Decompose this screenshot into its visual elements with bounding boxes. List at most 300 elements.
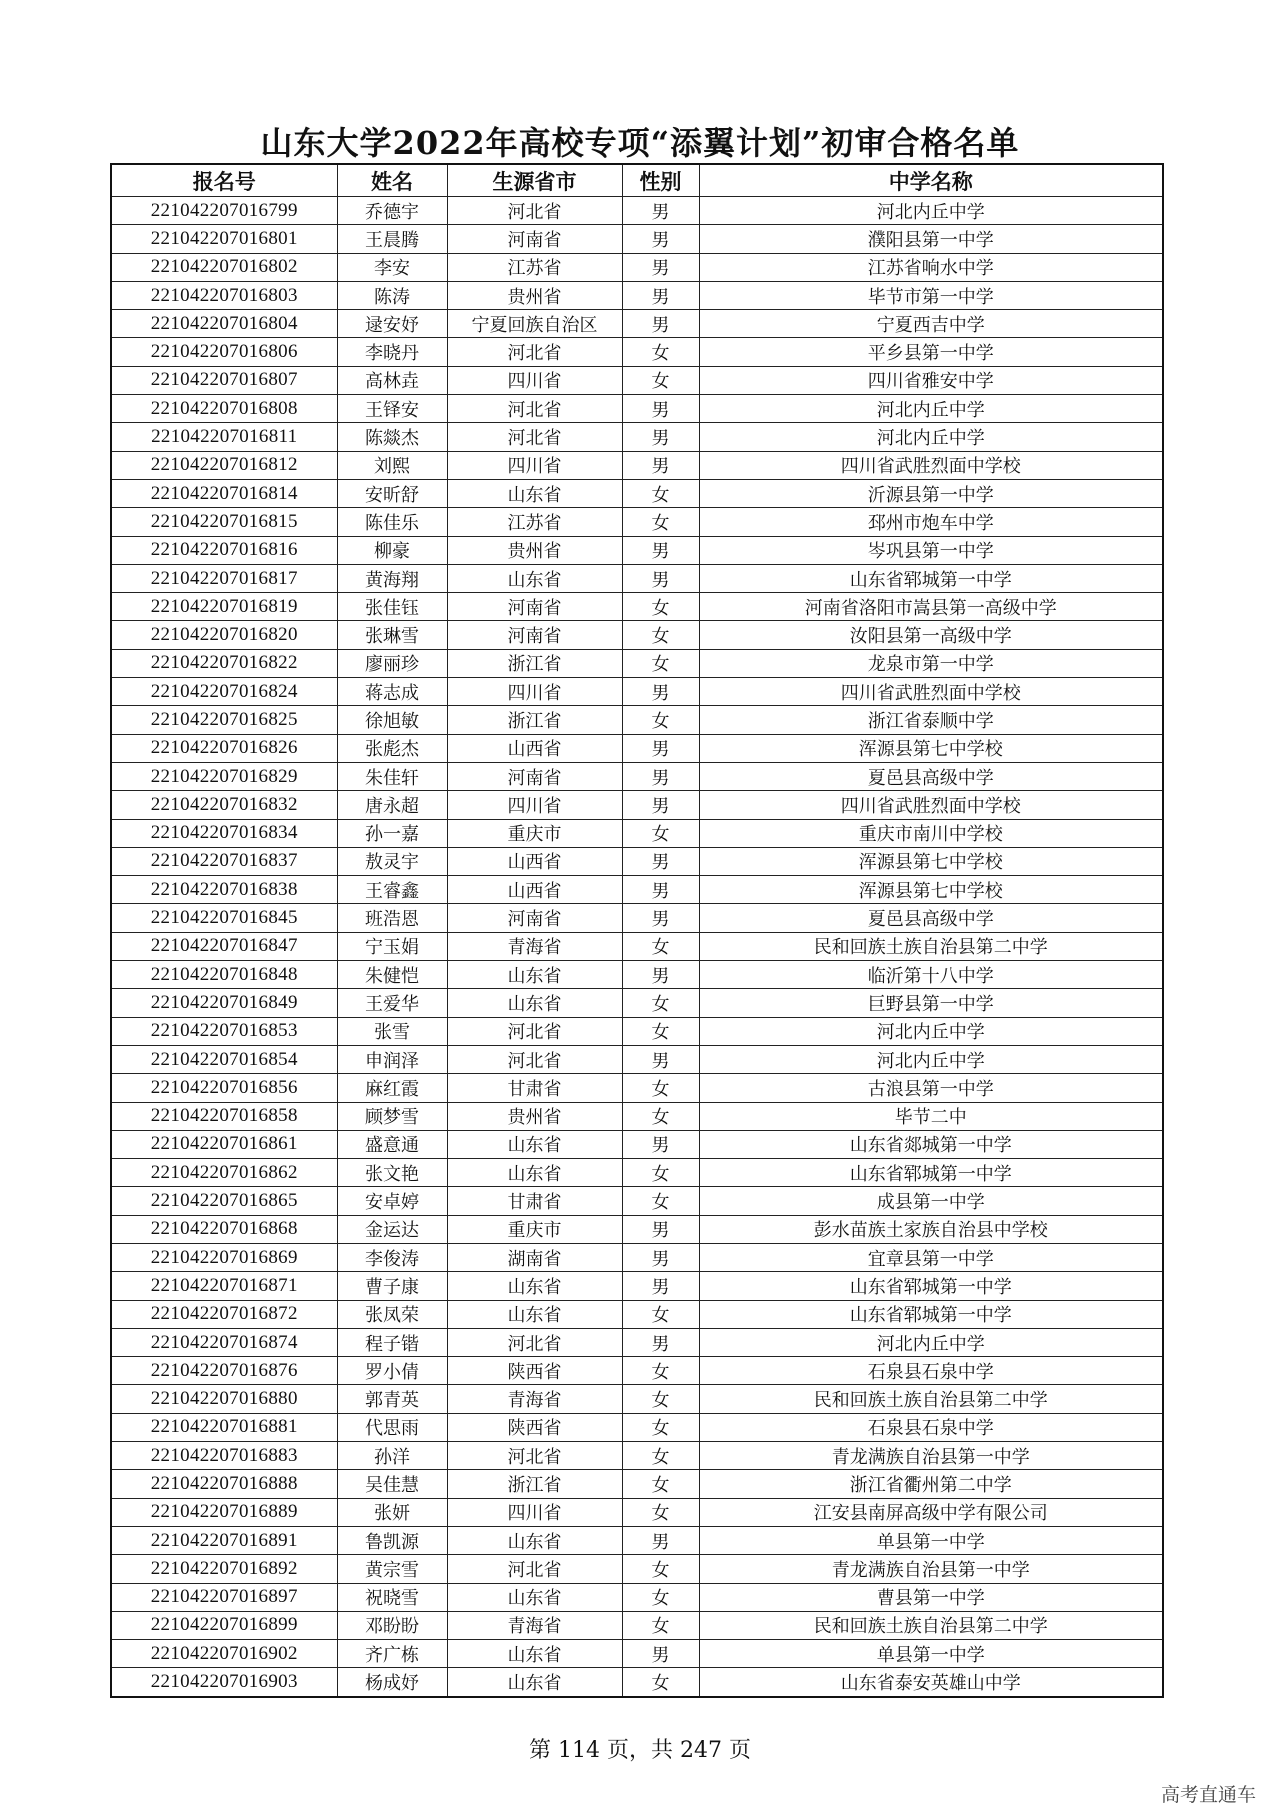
cell-name: 班浩恩 — [337, 904, 447, 932]
cell-school: 沂源县第一中学 — [699, 479, 1163, 507]
cell-registration-number: 221042207016815 — [111, 508, 337, 536]
cell-province: 河北省 — [447, 1017, 622, 1045]
page-title: 山东大学2022年高校专项“添翼计划”初审合格名单 — [260, 124, 1020, 162]
cell-name: 李晓丹 — [337, 338, 447, 366]
cell-name: 刘熙 — [337, 451, 447, 479]
cell-name: 徐旭敏 — [337, 706, 447, 734]
cell-gender: 男 — [622, 451, 699, 479]
table-row — [111, 1555, 1163, 1583]
cell-gender: 男 — [622, 225, 699, 253]
table-row — [111, 621, 1163, 649]
cell-name: 黄海翔 — [337, 564, 447, 592]
cell-registration-number: 221042207016822 — [111, 649, 337, 677]
cell-name: 张佳钰 — [337, 593, 447, 621]
header-row — [111, 164, 1163, 197]
cell-registration-number: 221042207016812 — [111, 451, 337, 479]
cell-school: 宜章县第一中学 — [699, 1243, 1163, 1271]
table-row — [111, 281, 1163, 309]
cell-province: 重庆市 — [447, 819, 622, 847]
cell-registration-number: 221042207016806 — [111, 338, 337, 366]
table-row — [111, 253, 1163, 281]
cell-registration-number: 221042207016880 — [111, 1385, 337, 1413]
table-row — [111, 847, 1163, 875]
table-row — [111, 932, 1163, 960]
cell-registration-number: 221042207016899 — [111, 1611, 337, 1639]
cell-province: 贵州省 — [447, 281, 622, 309]
table-row — [111, 1130, 1163, 1158]
table-row — [111, 1357, 1163, 1385]
cell-name: 程子锴 — [337, 1328, 447, 1356]
cell-registration-number: 221042207016891 — [111, 1526, 337, 1554]
cell-name: 王铎安 — [337, 395, 447, 423]
cell-name: 安卓婷 — [337, 1187, 447, 1215]
cell-registration-number: 221042207016803 — [111, 281, 337, 309]
cell-province: 山东省 — [447, 1668, 622, 1697]
cell-school: 毕节二中 — [699, 1102, 1163, 1130]
cell-province: 河北省 — [447, 1045, 622, 1073]
cell-province: 河南省 — [447, 904, 622, 932]
cell-province: 河北省 — [447, 338, 622, 366]
cell-province: 山东省 — [447, 1640, 622, 1668]
cell-registration-number: 221042207016869 — [111, 1243, 337, 1271]
cell-province: 重庆市 — [447, 1215, 622, 1243]
cell-province: 山西省 — [447, 847, 622, 875]
cell-gender: 男 — [622, 423, 699, 451]
cell-name: 盛意通 — [337, 1130, 447, 1158]
cell-name: 邓盼盼 — [337, 1611, 447, 1639]
table-row — [111, 197, 1163, 225]
cell-registration-number: 221042207016868 — [111, 1215, 337, 1243]
cell-name: 李安 — [337, 253, 447, 281]
cell-province: 江苏省 — [447, 508, 622, 536]
cell-gender: 男 — [622, 281, 699, 309]
cell-registration-number: 221042207016807 — [111, 366, 337, 394]
table-row — [111, 1102, 1163, 1130]
cell-registration-number: 221042207016862 — [111, 1159, 337, 1187]
table-row — [111, 310, 1163, 338]
cell-name: 祝晓雪 — [337, 1583, 447, 1611]
cell-registration-number: 221042207016861 — [111, 1130, 337, 1158]
cell-gender: 女 — [622, 479, 699, 507]
table-row — [111, 1583, 1163, 1611]
cell-province: 贵州省 — [447, 1102, 622, 1130]
cell-gender: 男 — [622, 1130, 699, 1158]
table-row — [111, 1243, 1163, 1271]
cell-province: 四川省 — [447, 678, 622, 706]
cell-province: 山西省 — [447, 876, 622, 904]
cell-gender: 男 — [622, 678, 699, 706]
cell-school: 民和回族土族自治县第二中学 — [699, 1385, 1163, 1413]
cell-gender: 男 — [622, 536, 699, 564]
cell-school: 河南省洛阳市嵩县第一高级中学 — [699, 593, 1163, 621]
cell-name: 宁玉娟 — [337, 932, 447, 960]
cell-registration-number: 221042207016858 — [111, 1102, 337, 1130]
cell-registration-number: 221042207016811 — [111, 423, 337, 451]
cell-school: 曹县第一中学 — [699, 1583, 1163, 1611]
cell-school: 河北内丘中学 — [699, 1017, 1163, 1045]
cell-gender: 男 — [622, 1272, 699, 1300]
cell-name: 杨成妤 — [337, 1668, 447, 1697]
cell-gender: 男 — [622, 791, 699, 819]
cell-gender: 男 — [622, 1215, 699, 1243]
table-row — [111, 762, 1163, 790]
header-name: 姓名 — [337, 164, 447, 197]
cell-registration-number: 221042207016829 — [111, 762, 337, 790]
cell-province: 河北省 — [447, 197, 622, 225]
cell-registration-number: 221042207016801 — [111, 225, 337, 253]
cell-registration-number: 221042207016820 — [111, 621, 337, 649]
cell-gender: 女 — [622, 338, 699, 366]
table-row — [111, 338, 1163, 366]
cell-registration-number: 221042207016874 — [111, 1328, 337, 1356]
cell-gender: 女 — [622, 989, 699, 1017]
cell-name: 鲁凯源 — [337, 1526, 447, 1554]
header-registration-number: 报名号 — [111, 164, 337, 197]
cell-name: 申润泽 — [337, 1045, 447, 1073]
cell-name: 陈涛 — [337, 281, 447, 309]
cell-registration-number: 221042207016883 — [111, 1442, 337, 1470]
cell-name: 蒋志成 — [337, 678, 447, 706]
cell-school: 汝阳县第一高级中学 — [699, 621, 1163, 649]
cell-province: 河南省 — [447, 593, 622, 621]
table-row — [111, 678, 1163, 706]
cell-name: 王爱华 — [337, 989, 447, 1017]
cell-school: 单县第一中学 — [699, 1640, 1163, 1668]
cell-school: 石泉县石泉中学 — [699, 1413, 1163, 1441]
cell-school: 四川省武胜烈面中学校 — [699, 791, 1163, 819]
cell-school: 平乡县第一中学 — [699, 338, 1163, 366]
cell-gender: 男 — [622, 1328, 699, 1356]
cell-gender: 男 — [622, 564, 699, 592]
cell-school: 江苏省响水中学 — [699, 253, 1163, 281]
table-row — [111, 1470, 1163, 1498]
cell-name: 孙一嘉 — [337, 819, 447, 847]
cell-name: 张文艳 — [337, 1159, 447, 1187]
cell-name: 孙洋 — [337, 1442, 447, 1470]
cell-province: 山东省 — [447, 1526, 622, 1554]
cell-registration-number: 221042207016856 — [111, 1074, 337, 1102]
cell-registration-number: 221042207016902 — [111, 1640, 337, 1668]
cell-school: 浙江省衢州第二中学 — [699, 1470, 1163, 1498]
cell-registration-number: 221042207016872 — [111, 1300, 337, 1328]
table-row — [111, 961, 1163, 989]
cell-registration-number: 221042207016802 — [111, 253, 337, 281]
cell-school: 山东省郓城第一中学 — [699, 1272, 1163, 1300]
table-row — [111, 1640, 1163, 1668]
cell-registration-number: 221042207016825 — [111, 706, 337, 734]
cell-province: 河北省 — [447, 1442, 622, 1470]
cell-province: 青海省 — [447, 1385, 622, 1413]
cell-gender: 男 — [622, 847, 699, 875]
cell-school: 四川省武胜烈面中学校 — [699, 678, 1163, 706]
cell-school: 江安县南屏高级中学有限公司 — [699, 1498, 1163, 1526]
cell-registration-number: 221042207016847 — [111, 932, 337, 960]
cell-province: 河南省 — [447, 621, 622, 649]
cell-gender: 男 — [622, 1526, 699, 1554]
cell-province: 甘肃省 — [447, 1187, 622, 1215]
table-row — [111, 1611, 1163, 1639]
cell-school: 濮阳县第一中学 — [699, 225, 1163, 253]
cell-school: 山东省郓城第一中学 — [699, 1300, 1163, 1328]
cell-school: 成县第一中学 — [699, 1187, 1163, 1215]
cell-registration-number: 221042207016804 — [111, 310, 337, 338]
table-row — [111, 451, 1163, 479]
cell-school: 浙江省泰顺中学 — [699, 706, 1163, 734]
cell-province: 山西省 — [447, 734, 622, 762]
page-number: 第 114 页，共 247 页 — [529, 1738, 751, 1763]
cell-gender: 女 — [622, 932, 699, 960]
cell-name: 郭青英 — [337, 1385, 447, 1413]
cell-school: 龙泉市第一中学 — [699, 649, 1163, 677]
cell-registration-number: 221042207016876 — [111, 1357, 337, 1385]
cell-school: 青龙满族自治县第一中学 — [699, 1442, 1163, 1470]
table-row — [111, 593, 1163, 621]
cell-registration-number: 221042207016897 — [111, 1583, 337, 1611]
cell-gender: 女 — [622, 1159, 699, 1187]
cell-school: 民和回族土族自治县第二中学 — [699, 1611, 1163, 1639]
table-row — [111, 734, 1163, 762]
cell-province: 湖南省 — [447, 1243, 622, 1271]
cell-registration-number: 221042207016826 — [111, 734, 337, 762]
cell-gender: 女 — [622, 508, 699, 536]
cell-gender: 男 — [622, 253, 699, 281]
cell-province: 山东省 — [447, 1583, 622, 1611]
table-row — [111, 1526, 1163, 1554]
cell-province: 河南省 — [447, 225, 622, 253]
cell-province: 山东省 — [447, 479, 622, 507]
cell-registration-number: 221042207016814 — [111, 479, 337, 507]
table-row — [111, 366, 1163, 394]
cell-registration-number: 221042207016819 — [111, 593, 337, 621]
table-row — [111, 508, 1163, 536]
cell-school: 彭水苗族土家族自治县中学校 — [699, 1215, 1163, 1243]
cell-gender: 女 — [622, 1074, 699, 1102]
cell-registration-number: 221042207016853 — [111, 1017, 337, 1045]
cell-name: 陈燚杰 — [337, 423, 447, 451]
cell-name: 张彪杰 — [337, 734, 447, 762]
cell-school: 山东省郓城第一中学 — [699, 1159, 1163, 1187]
cell-school: 河北内丘中学 — [699, 423, 1163, 451]
cell-province: 青海省 — [447, 1611, 622, 1639]
cell-gender: 女 — [622, 1357, 699, 1385]
table-row — [111, 479, 1163, 507]
cell-province: 山东省 — [447, 1159, 622, 1187]
cell-registration-number: 221042207016799 — [111, 197, 337, 225]
cell-province: 山东省 — [447, 1300, 622, 1328]
roster-table — [110, 163, 1164, 1698]
cell-gender: 女 — [622, 819, 699, 847]
cell-registration-number: 221042207016865 — [111, 1187, 337, 1215]
cell-gender: 男 — [622, 197, 699, 225]
cell-gender: 女 — [622, 1413, 699, 1441]
cell-gender: 女 — [622, 1668, 699, 1697]
cell-name: 敖灵宇 — [337, 847, 447, 875]
cell-name: 张妍 — [337, 1498, 447, 1526]
cell-school: 夏邑县高级中学 — [699, 904, 1163, 932]
cell-gender: 女 — [622, 649, 699, 677]
table-row — [111, 225, 1163, 253]
cell-name: 王晨腾 — [337, 225, 447, 253]
cell-school: 青龙满族自治县第一中学 — [699, 1555, 1163, 1583]
cell-gender: 女 — [622, 1555, 699, 1583]
table-row — [111, 564, 1163, 592]
cell-gender: 女 — [622, 366, 699, 394]
cell-gender: 女 — [622, 1300, 699, 1328]
cell-gender: 女 — [622, 1442, 699, 1470]
cell-registration-number: 221042207016871 — [111, 1272, 337, 1300]
cell-province: 山东省 — [447, 1130, 622, 1158]
cell-name: 顾梦雪 — [337, 1102, 447, 1130]
cell-name: 黄宗雪 — [337, 1555, 447, 1583]
cell-school: 毕节市第一中学 — [699, 281, 1163, 309]
cell-school: 邳州市炮车中学 — [699, 508, 1163, 536]
cell-name: 廖丽珍 — [337, 649, 447, 677]
cell-province: 河北省 — [447, 1555, 622, 1583]
cell-name: 安昕舒 — [337, 479, 447, 507]
table-row — [111, 1074, 1163, 1102]
cell-province: 甘肃省 — [447, 1074, 622, 1102]
cell-gender: 男 — [622, 904, 699, 932]
cell-province: 陕西省 — [447, 1357, 622, 1385]
cell-name: 乔德宇 — [337, 197, 447, 225]
cell-gender: 男 — [622, 395, 699, 423]
cell-province: 浙江省 — [447, 706, 622, 734]
cell-province: 陕西省 — [447, 1413, 622, 1441]
cell-province: 四川省 — [447, 791, 622, 819]
cell-name: 代思雨 — [337, 1413, 447, 1441]
cell-school: 巨野县第一中学 — [699, 989, 1163, 1017]
cell-school: 宁夏西吉中学 — [699, 310, 1163, 338]
cell-school: 古浪县第一中学 — [699, 1074, 1163, 1102]
cell-registration-number: 221042207016808 — [111, 395, 337, 423]
cell-name: 朱佳轩 — [337, 762, 447, 790]
cell-name: 吴佳慧 — [337, 1470, 447, 1498]
table-row — [111, 536, 1163, 564]
cell-school: 单县第一中学 — [699, 1526, 1163, 1554]
cell-name: 罗小倩 — [337, 1357, 447, 1385]
cell-school: 山东省泰安英雄山中学 — [699, 1668, 1163, 1697]
cell-gender: 男 — [622, 961, 699, 989]
cell-school: 浑源县第七中学校 — [699, 734, 1163, 762]
cell-school: 石泉县石泉中学 — [699, 1357, 1163, 1385]
cell-registration-number: 221042207016854 — [111, 1045, 337, 1073]
cell-province: 贵州省 — [447, 536, 622, 564]
cell-school: 河北内丘中学 — [699, 197, 1163, 225]
cell-name: 唐永超 — [337, 791, 447, 819]
cell-registration-number: 221042207016892 — [111, 1555, 337, 1583]
cell-school: 四川省武胜烈面中学校 — [699, 451, 1163, 479]
cell-province: 宁夏回族自治区 — [447, 310, 622, 338]
header-school: 中学名称 — [699, 164, 1163, 197]
cell-province: 四川省 — [447, 366, 622, 394]
cell-registration-number: 221042207016845 — [111, 904, 337, 932]
cell-school: 浑源县第七中学校 — [699, 847, 1163, 875]
cell-school: 河北内丘中学 — [699, 395, 1163, 423]
cell-province: 山东省 — [447, 1272, 622, 1300]
cell-gender: 女 — [622, 1611, 699, 1639]
table-row — [111, 706, 1163, 734]
cell-name: 张凤荣 — [337, 1300, 447, 1328]
cell-province: 浙江省 — [447, 1470, 622, 1498]
cell-registration-number: 221042207016816 — [111, 536, 337, 564]
cell-gender: 男 — [622, 310, 699, 338]
table-row — [111, 819, 1163, 847]
table-row — [111, 1328, 1163, 1356]
cell-name: 麻红霞 — [337, 1074, 447, 1102]
cell-gender: 女 — [622, 1470, 699, 1498]
cell-gender: 男 — [622, 762, 699, 790]
cell-school: 临沂第十八中学 — [699, 961, 1163, 989]
table-row — [111, 1442, 1163, 1470]
cell-registration-number: 221042207016837 — [111, 847, 337, 875]
cell-name: 陈佳乐 — [337, 508, 447, 536]
cell-province: 山东省 — [447, 564, 622, 592]
cell-gender: 女 — [622, 1583, 699, 1611]
table-row — [111, 1272, 1163, 1300]
cell-school: 四川省雅安中学 — [699, 366, 1163, 394]
cell-gender: 男 — [622, 734, 699, 762]
cell-school: 山东省郯城第一中学 — [699, 1130, 1163, 1158]
cell-registration-number: 221042207016824 — [111, 678, 337, 706]
cell-registration-number: 221042207016888 — [111, 1470, 337, 1498]
table-row — [111, 1300, 1163, 1328]
roster-body — [111, 197, 1163, 1697]
cell-province: 四川省 — [447, 451, 622, 479]
header-province: 生源省市 — [447, 164, 622, 197]
cell-name: 王睿鑫 — [337, 876, 447, 904]
cell-school: 民和回族土族自治县第二中学 — [699, 932, 1163, 960]
table-row — [111, 1498, 1163, 1526]
cell-gender: 男 — [622, 876, 699, 904]
cell-name: 张琳雪 — [337, 621, 447, 649]
table-row — [111, 791, 1163, 819]
table-row — [111, 1215, 1163, 1243]
cell-gender: 女 — [622, 1385, 699, 1413]
cell-registration-number: 221042207016881 — [111, 1413, 337, 1441]
cell-name: 柳豪 — [337, 536, 447, 564]
cell-province: 河北省 — [447, 423, 622, 451]
table-row — [111, 1668, 1163, 1697]
table-row — [111, 1385, 1163, 1413]
cell-school: 河北内丘中学 — [699, 1328, 1163, 1356]
cell-registration-number: 221042207016848 — [111, 961, 337, 989]
cell-school: 河北内丘中学 — [699, 1045, 1163, 1073]
cell-name: 逯安妤 — [337, 310, 447, 338]
cell-gender: 女 — [622, 1017, 699, 1045]
cell-gender: 女 — [622, 593, 699, 621]
cell-registration-number: 221042207016849 — [111, 989, 337, 1017]
table-row — [111, 395, 1163, 423]
cell-gender: 女 — [622, 706, 699, 734]
watermark: 高考直通车 — [1160, 1784, 1256, 1806]
cell-registration-number: 221042207016832 — [111, 791, 337, 819]
table-row — [111, 1413, 1163, 1441]
header-gender: 性别 — [622, 164, 699, 197]
cell-name: 李俊涛 — [337, 1243, 447, 1271]
cell-registration-number: 221042207016903 — [111, 1668, 337, 1697]
cell-name: 金运达 — [337, 1215, 447, 1243]
table-row — [111, 1187, 1163, 1215]
table-row — [111, 1159, 1163, 1187]
cell-gender: 女 — [622, 1187, 699, 1215]
cell-name: 张雪 — [337, 1017, 447, 1045]
table-row — [111, 876, 1163, 904]
cell-gender: 女 — [622, 1102, 699, 1130]
cell-registration-number: 221042207016889 — [111, 1498, 337, 1526]
cell-province: 河北省 — [447, 395, 622, 423]
cell-school: 岑巩县第一中学 — [699, 536, 1163, 564]
cell-school: 夏邑县高级中学 — [699, 762, 1163, 790]
